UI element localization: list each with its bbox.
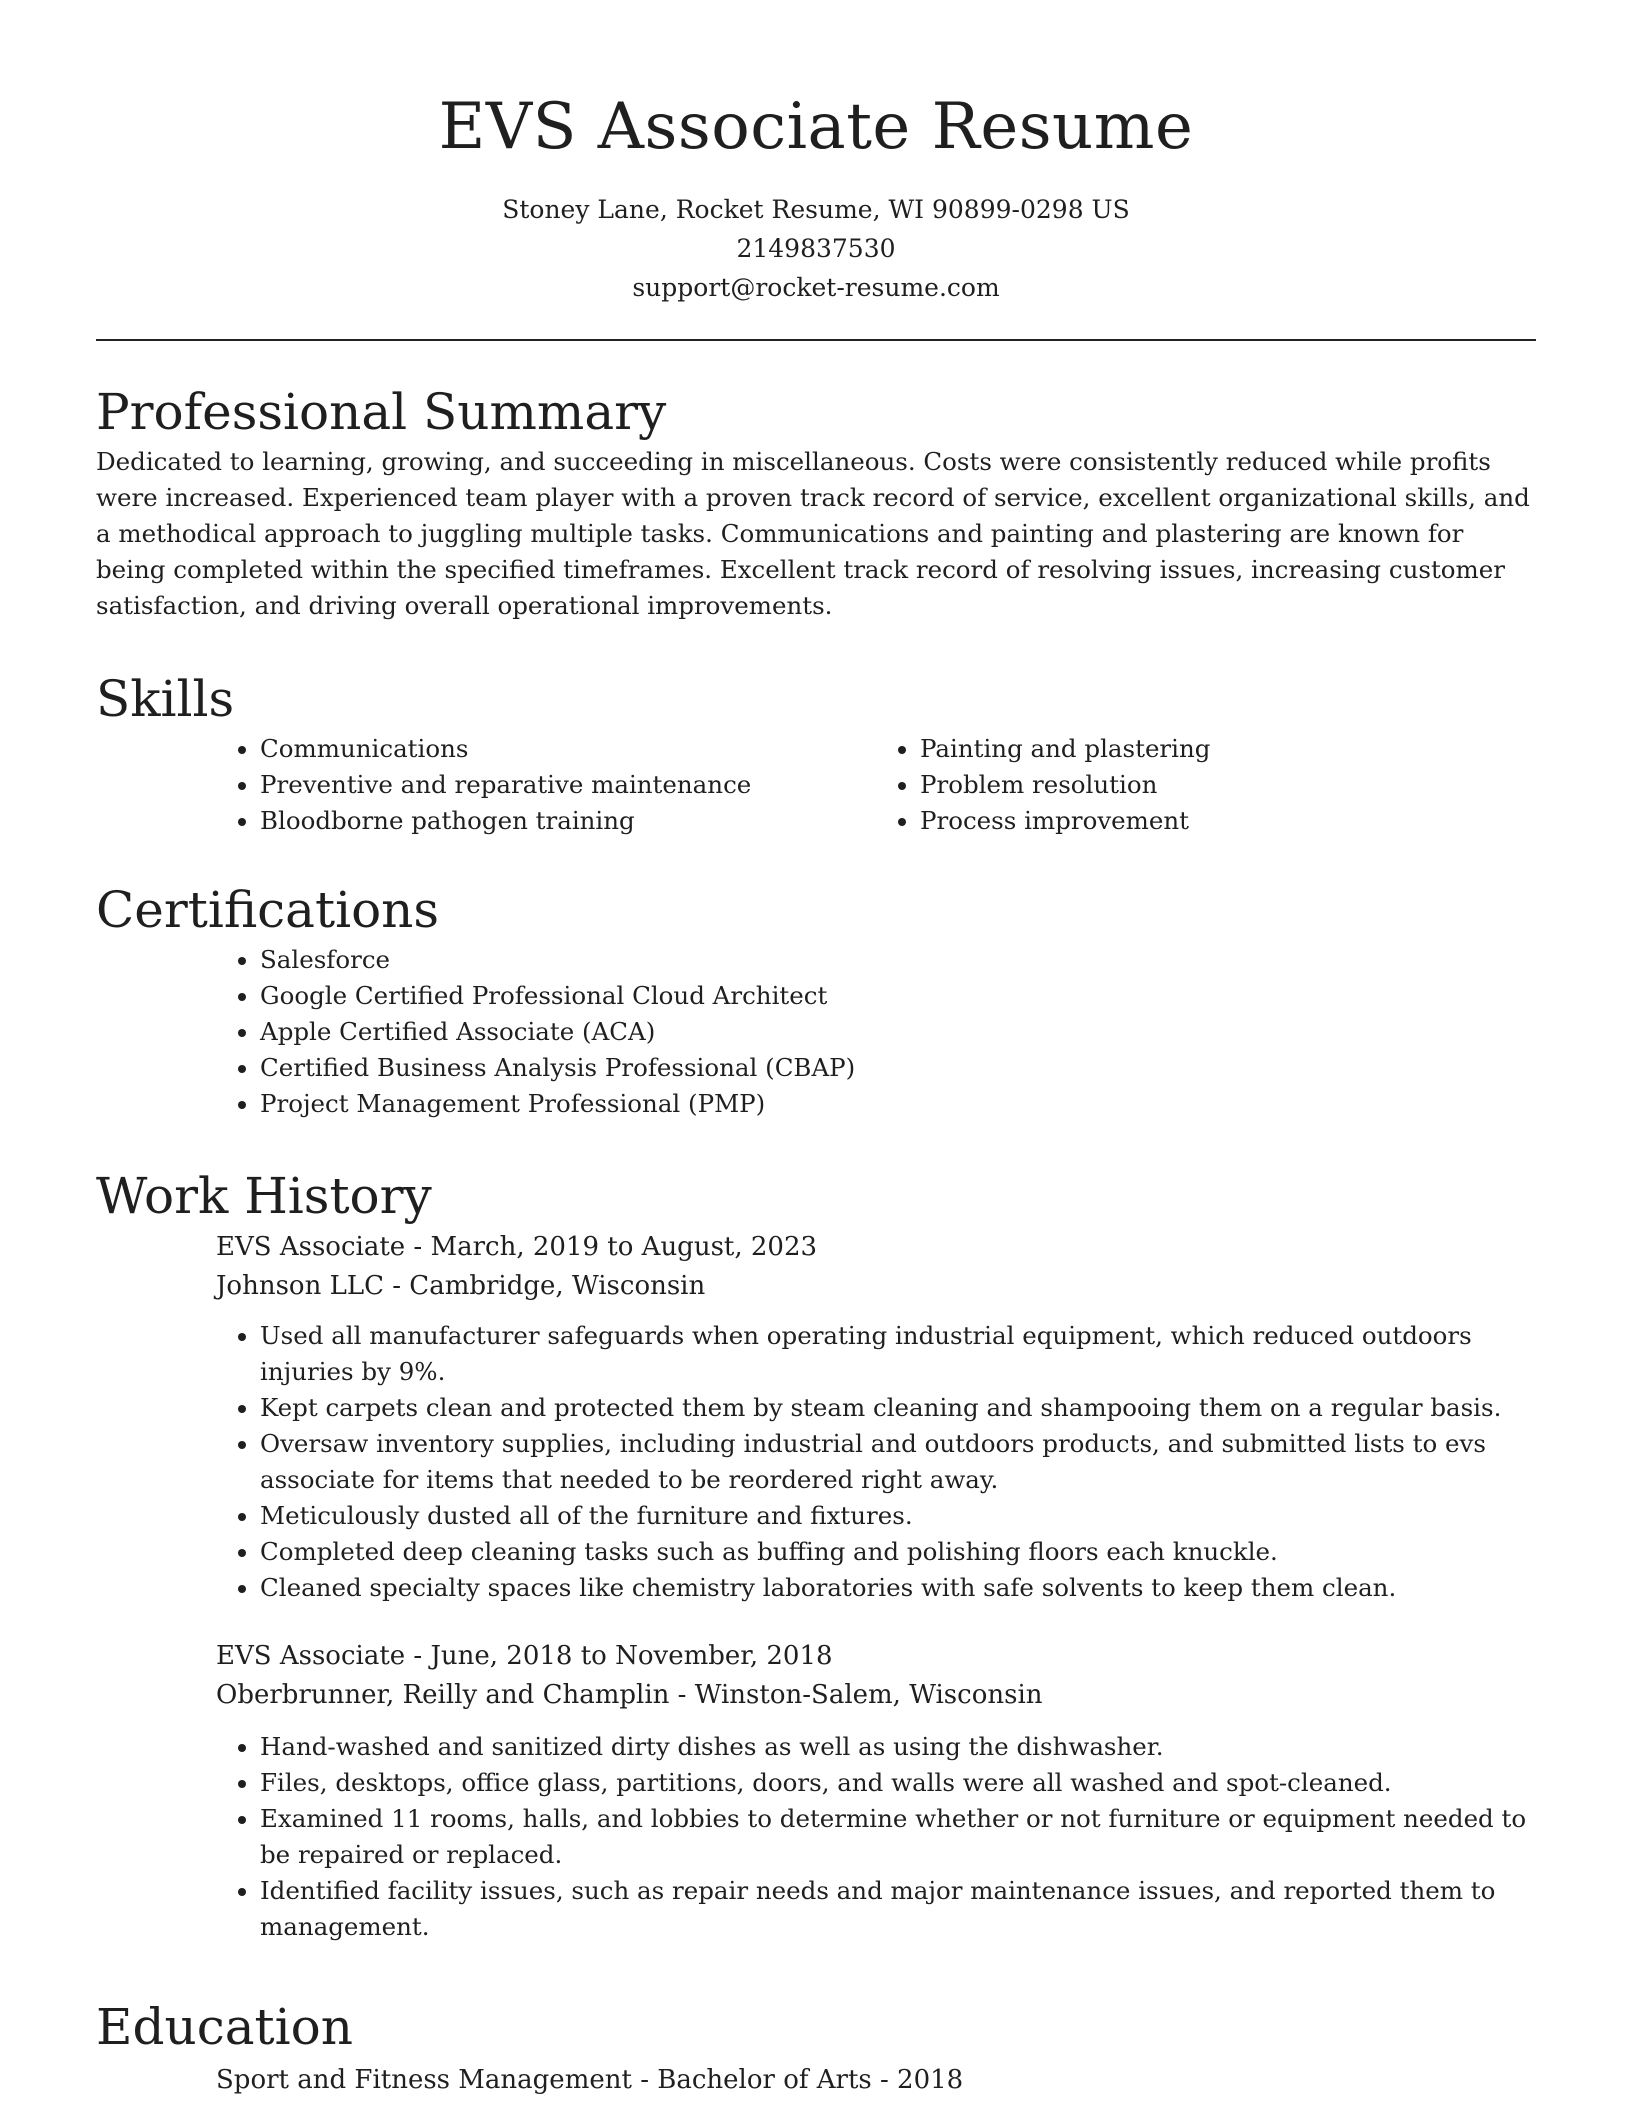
work-history-heading: Work History <box>96 1167 432 1225</box>
skill-item: • Communications <box>260 731 876 767</box>
skills-list-left <box>216 731 876 839</box>
email: support@rocket-resume.com <box>632 273 1000 302</box>
job-bullet: • Examined 11 rooms, halls, and lobbies to determine whether or not furniture or equipment needed to be repaired or replaced. <box>260 1801 1536 1873</box>
job-bullet: • Kept carpets clean and protected them by steam cleaning and shampooing them on a regular basis. <box>260 1390 1536 1426</box>
skill-item: • Preventive and reparative maintenance <box>260 767 876 803</box>
job-bullet: • Hand-washed and sanitized dirty dishes as well as using the dishwasher. <box>260 1729 1536 1765</box>
job-entry <box>216 1228 1536 1306</box>
skill-item: • Painting and plastering <box>920 731 1536 767</box>
certification-item: • Certified Business Analysis Professional (CBAP) <box>260 1050 1536 1086</box>
resume-title: EVS Associate Resume <box>438 90 1194 164</box>
job-company-location: Johnson LLC - Cambridge, Wisconsin <box>216 1271 706 1301</box>
job-bullet: • Used all manufacturer safeguards when operating industrial equipment, which reduced outdoors injuries by 9%. <box>260 1318 1536 1390</box>
job-entry <box>216 1637 1536 1715</box>
certifications-heading: Certifications <box>96 881 440 939</box>
certification-item: • Apple Certified Associate (ACA) <box>260 1014 1536 1050</box>
header-divider <box>96 339 1536 341</box>
certifications-section <box>96 878 1536 1122</box>
skills-list-right <box>876 731 1536 839</box>
education-section <box>96 1995 1536 2100</box>
job-bullet: • Oversaw inventory supplies, including industrial and outdoors products, and submitted lists to evs associate for items that needed to be reordered right away. <box>260 1426 1536 1498</box>
skill-item: • Bloodborne pathogen training <box>260 803 876 839</box>
certifications-list <box>216 942 1536 1122</box>
job-title-dates: EVS Associate - June, 2018 to November, 2018 <box>216 1641 833 1671</box>
contact-info <box>96 190 1536 307</box>
certification-item: • Google Certified Professional Cloud Architect <box>260 978 1536 1014</box>
job-bullet: • Files, desktops, office glass, partitions, doors, and walls were all washed and spot-cleaned. <box>260 1765 1536 1801</box>
job-bullet: • Cleaned specialty spaces like chemistry laboratories with safe solvents to keep them clean. <box>260 1570 1536 1606</box>
summary-heading: Professional Summary <box>96 383 667 441</box>
skill-item: • Process improvement <box>920 803 1536 839</box>
work-history-section <box>96 1164 1536 1945</box>
skills-section <box>96 667 1536 839</box>
job-bullet: • Meticulously dusted all of the furniture and fixtures. <box>260 1498 1536 1534</box>
education-heading: Education <box>96 1998 353 2056</box>
job-company-location: Oberbrunner, Reilly and Champlin - Winston-Salem, Wisconsin <box>216 1680 1043 1710</box>
summary-text: Dedicated to learning, growing, and succeeding in miscellaneous. Costs were consistently reduced while profits were increased. Experienced team player with a proven track record of service, excellent organizational skills, and a methodical approach to juggling multiple tasks. Communications and painting and plastering are known for being completed within the specified timeframes. Excellent track record of resolving issues, increasing customer satisfaction, and driving overall operational improvements. <box>96 447 1530 620</box>
skills-heading: Skills <box>96 670 235 728</box>
summary-section <box>96 380 1536 624</box>
job-bullets <box>216 1729 1536 1945</box>
resume-header <box>96 0 1536 307</box>
address: Stoney Lane, Rocket Resume, WI 90899-0298 US <box>502 195 1130 224</box>
certification-item: • Salesforce <box>260 942 1536 978</box>
resume-page <box>96 0 1536 2095</box>
job-title-dates: EVS Associate - March, 2019 to August, 2023 <box>216 1232 818 1262</box>
skills-columns <box>216 731 1536 839</box>
phone: 2149837530 <box>736 234 896 263</box>
skill-item: • Problem resolution <box>920 767 1536 803</box>
job-bullet: • Identified facility issues, such as repair needs and major maintenance issues, and reported them to management. <box>260 1873 1536 1945</box>
job-bullet: • Completed deep cleaning tasks such as buffing and polishing floors each knuckle. <box>260 1534 1536 1570</box>
education-entry: Sport and Fitness Management - Bachelor of Arts - 2018 <box>216 2065 964 2095</box>
certification-item: • Project Management Professional (PMP) <box>260 1086 1536 1122</box>
job-bullets <box>216 1318 1536 1606</box>
